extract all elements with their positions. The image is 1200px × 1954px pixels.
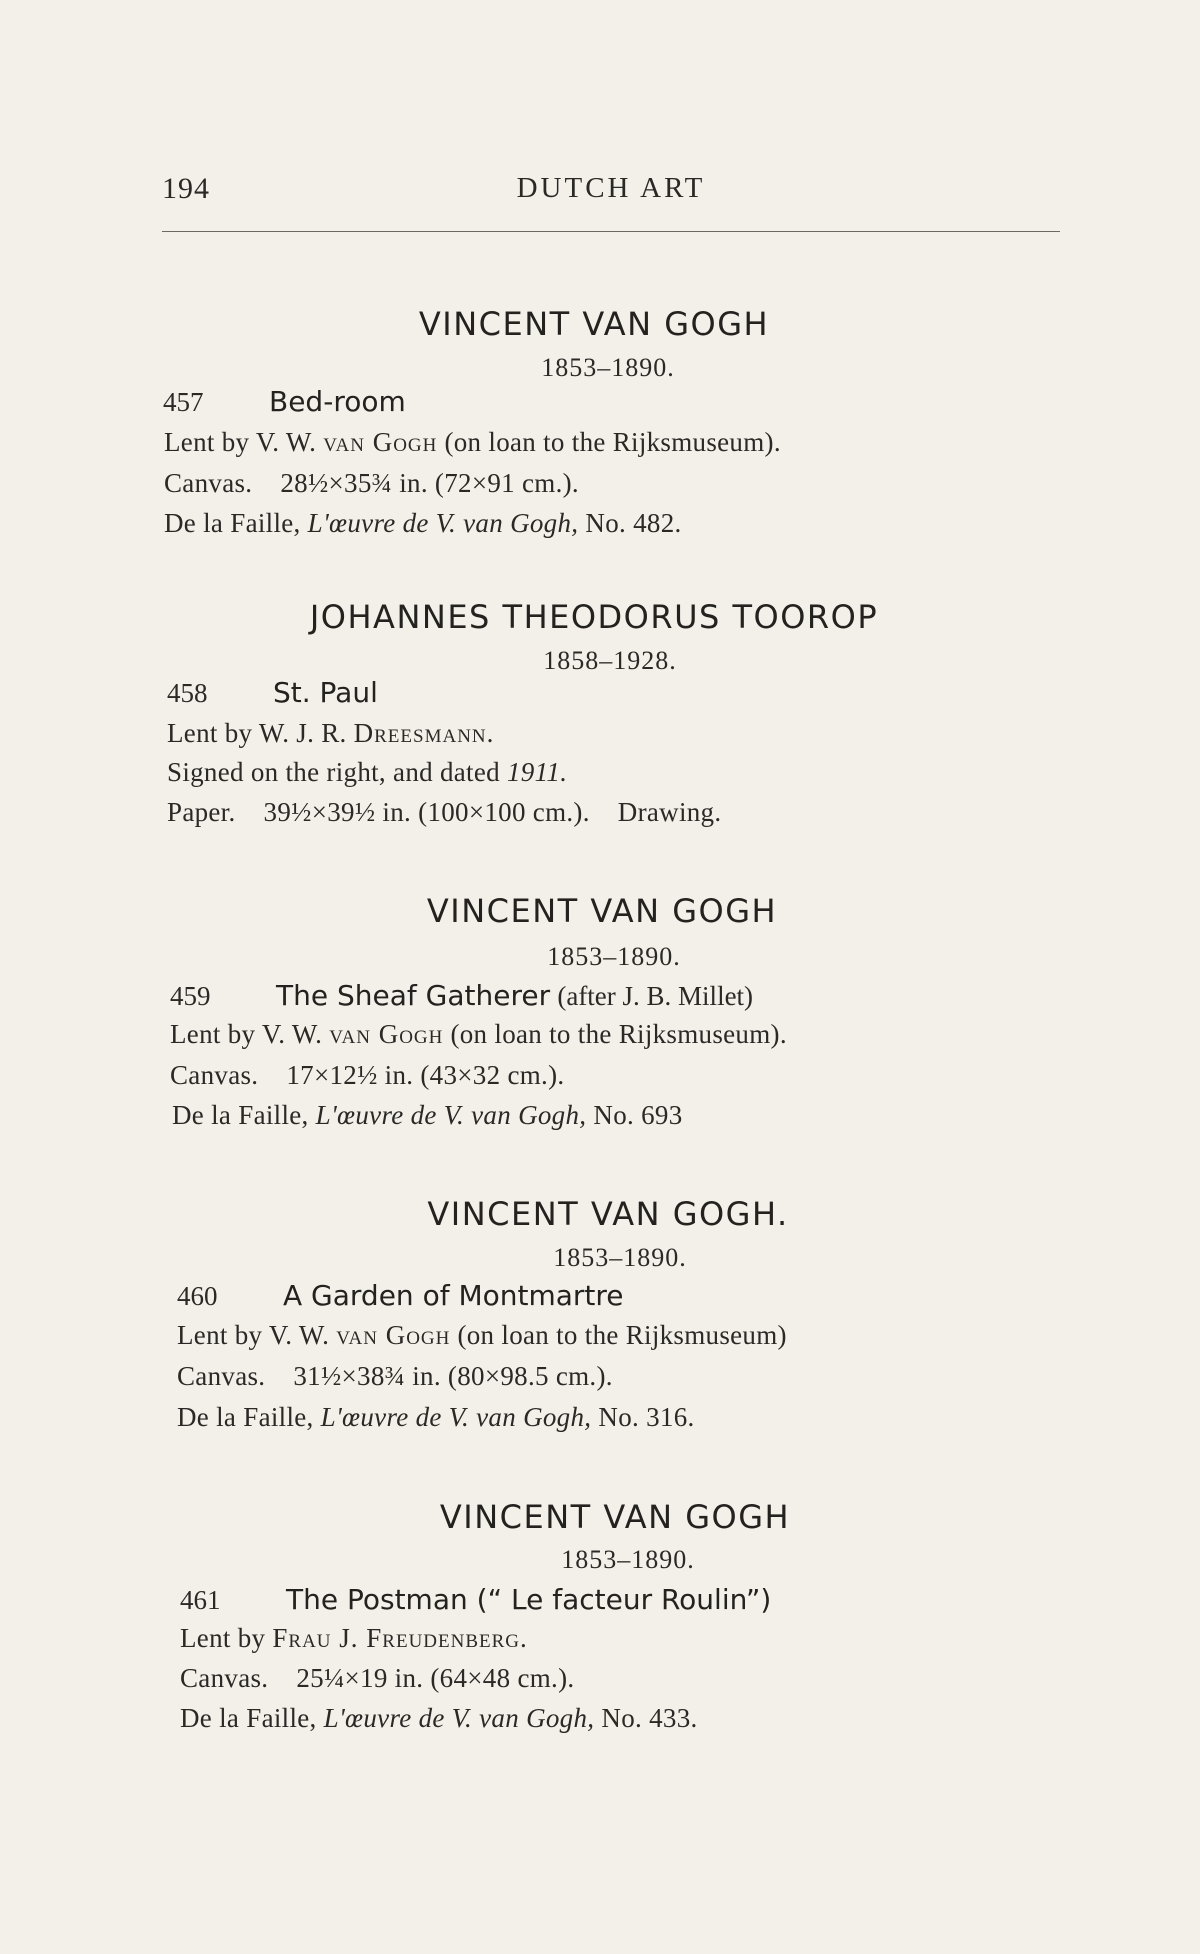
work-title-line (170, 979, 753, 1013)
catalogue-number: 459 (170, 981, 211, 1011)
lender-name: Dreesmann. (353, 718, 495, 748)
header-rule (162, 231, 1060, 232)
dimensions: 25¼×19 in. (64×48 cm.). (296, 1663, 575, 1693)
signature-line (167, 757, 567, 788)
reference-author: De la Faille, (180, 1703, 317, 1733)
work-title: The Postman (“ Le facteur Roulin”) (286, 1583, 772, 1616)
reference-line (177, 1402, 695, 1433)
lender-prefix: Lent by (180, 1623, 266, 1653)
reference-line (180, 1703, 698, 1734)
artist-name: VINCENT VAN GOGH (439, 1498, 791, 1536)
work-title: The Sheaf Gatherer (276, 979, 551, 1012)
lender-suffix: (on loan to the Rijksmuseum) (457, 1320, 787, 1350)
reference-line (164, 508, 682, 539)
dimensions: 17×12½ in. (43×32 cm.). (286, 1060, 565, 1090)
medium: Canvas. (164, 468, 253, 498)
lender-line (170, 1019, 787, 1050)
work-title: A Garden of Montmartre (283, 1279, 624, 1312)
dimensions-line (167, 797, 721, 828)
lender-line (167, 718, 494, 749)
work-title-line (180, 1583, 771, 1617)
artist-dates: 1853–1890. (561, 1545, 695, 1574)
work-title-note: (after J. B. Millet) (557, 981, 754, 1011)
dimensions: 39½×39½ in. (100×100 cm.). (263, 797, 590, 827)
work-title-line (177, 1279, 624, 1313)
medium: Paper. (167, 797, 236, 827)
medium: Canvas. (170, 1060, 259, 1090)
work-title: Bed-room (269, 385, 406, 418)
lender-suffix: (on loan to the Rijksmuseum). (450, 1019, 787, 1049)
lender-line (164, 427, 781, 458)
lender-name: Frau J. Freudenberg. (272, 1623, 528, 1653)
running-head (162, 172, 1060, 222)
lender-suffix: (on loan to the Rijksmuseum). (444, 427, 781, 457)
lender-prefix: Lent by V. W. (170, 1019, 323, 1049)
artist-name: JOHANNES THEODORUS TOOROP (309, 598, 879, 636)
artist-dates: 1853–1890. (547, 942, 681, 971)
signed-year: 1911. (507, 757, 568, 787)
signed-text: Signed on the right, and dated (167, 757, 500, 787)
dimensions: 31½×38¾ in. (80×98.5 cm.). (293, 1361, 613, 1391)
reference-work: L'œuvre de V. van Gogh, (307, 508, 579, 538)
work-title-line (167, 676, 378, 710)
lender-line (180, 1623, 528, 1654)
reference-author: De la Faille, (164, 508, 301, 538)
dimensions: 28½×35¾ in. (72×91 cm.). (280, 468, 579, 498)
page-number: 194 (162, 172, 210, 205)
catalogue-number: 457 (163, 387, 204, 417)
dimensions-line (164, 468, 579, 499)
artist-name: VINCENT VAN GOGH (418, 305, 770, 343)
catalogue-number: 461 (180, 1585, 221, 1615)
lender-prefix: Lent by W. J. R. (167, 718, 347, 748)
reference-number: No. 482. (585, 508, 682, 538)
running-title: DUTCH ART (516, 172, 706, 204)
artist-name: VINCENT VAN GOGH. (427, 1195, 789, 1233)
reference-work: L'œuvre de V. van Gogh, (315, 1100, 587, 1130)
reference-line (172, 1100, 683, 1131)
reference-work: L'œuvre de V. van Gogh, (320, 1402, 592, 1432)
reference-author: De la Faille, (172, 1100, 309, 1130)
reference-work: L'œuvre de V. van Gogh, (323, 1703, 595, 1733)
reference-author: De la Faille, (177, 1402, 314, 1432)
dimensions-line (177, 1361, 613, 1392)
artist-dates: 1853–1890. (553, 1243, 687, 1272)
lender-name: van Gogh (336, 1320, 451, 1350)
catalogue-number: 458 (167, 678, 208, 708)
artist-dates: 1858–1928. (543, 646, 677, 675)
lender-prefix: Lent by V. W. (164, 427, 317, 457)
lender-prefix: Lent by V. W. (177, 1320, 330, 1350)
lender-name: van Gogh (323, 427, 438, 457)
dimensions-line (170, 1060, 564, 1091)
reference-number: No. 693 (593, 1100, 683, 1130)
artist-dates: 1853–1890. (541, 353, 675, 382)
dimensions-line (180, 1663, 574, 1694)
artist-name: VINCENT VAN GOGH (426, 892, 778, 930)
work-title-line (163, 385, 406, 419)
reference-number: No. 433. (601, 1703, 698, 1733)
technique-note: Drawing. (617, 797, 722, 827)
catalogue-number: 460 (177, 1281, 218, 1311)
work-title: St. Paul (273, 676, 378, 709)
lender-name: van Gogh (329, 1019, 444, 1049)
medium: Canvas. (180, 1663, 269, 1693)
reference-number: No. 316. (598, 1402, 695, 1432)
medium: Canvas. (177, 1361, 266, 1391)
lender-line (177, 1320, 787, 1351)
